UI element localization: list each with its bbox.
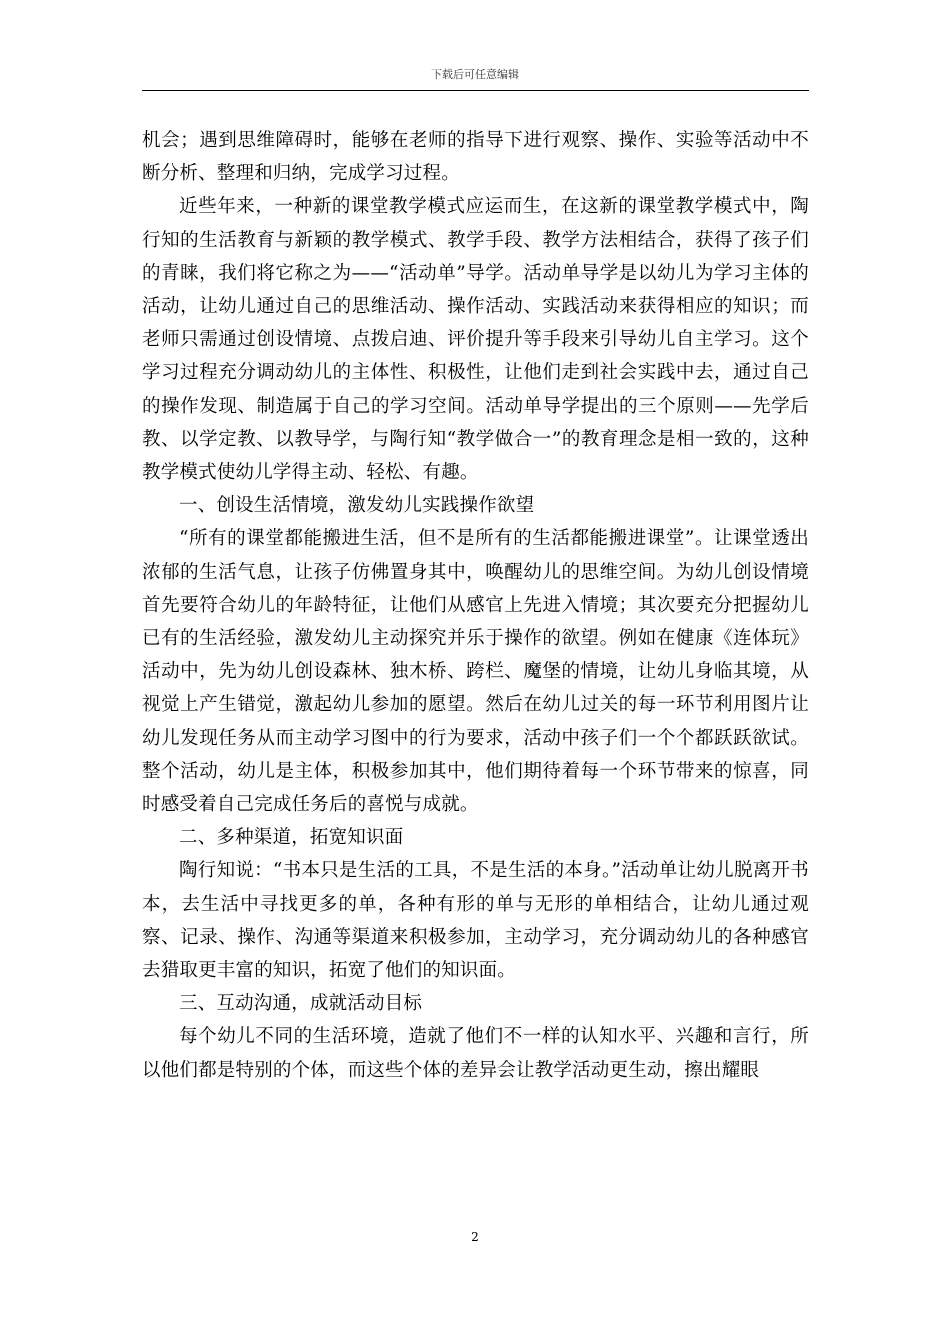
paragraph: 每个幼儿不同的生活环境，造就了他们不一样的认知水平、兴趣和言行，所以他们都是特别的个体，而这些个体的差异会让教学活动更生动，擦出耀眼 <box>142 1026 809 1081</box>
header-divider <box>142 90 809 91</box>
section-heading: 一、创设生活情境，激发幼儿实践操作欲望 <box>179 495 535 517</box>
section-heading: 三、互动沟通，成就活动目标 <box>179 993 423 1015</box>
page-header: 下载后可任意编辑 <box>431 68 519 81</box>
page-number: 2 <box>471 1230 479 1244</box>
document-body <box>142 124 809 1087</box>
paragraph: 近些年来，一种新的课堂教学模式应运而生，在这新的课堂教学模式中，陶行知的生活教育与新颖的教学模式、教学手段、教学方法相结合，获得了孩子们的青睐，我们将它称之为——“活动单”导学。活动单导学是以幼儿为学习主体的活动，让幼儿通过自己的思维活动、操作活动、实践活动来获得相应的知识；而老师只需通过创设情境、点拨启迪、评价提升等手段来引导幼儿自主学习。这个学习过程充分调动幼儿的主体性、积极性，让他们走到社会实践中去，通过自己的操作发现、制造属于自己的学习空间。活动单导学提出的三个原则——先学后教、以学定教、以教导学，与陶行知“教学做合一”的教育理念是相一致的，这种教学模式使幼儿学得主动、轻松、有趣。 <box>142 196 809 484</box>
paragraph: “所有的课堂都能搬进生活，但不是所有的生活都能搬进课堂”。让课堂透出浓郁的生活气息，让孩子仿佛置身其中，唤醒幼儿的思维空间。为幼儿创设情境首先要符合幼儿的年龄特征，让他们从感官上先进入情境；其次要充分把握幼儿已有的生活经验，激发幼儿主动探究并乐于操作的欲望。例如在健康《连体玩》活动中，先为幼儿创设森林、独木桥、跨栏、魔堡的情境，让幼儿身临其境，从视觉上产生错觉，激起幼儿参加的愿望。然后在幼儿过关的每一环节利用图片让幼儿发现任务从而主动学习图中的行为要求，活动中孩子们一个个都跃跃欲试。整个活动，幼儿是主体，积极参加其中，他们期待着每一个环节带来的惊喜，同时感受着自己完成任务后的喜悦与成就。 <box>142 528 809 816</box>
paragraph: 陶行知说：“书本只是生活的工具，不是生活的本身。”活动单让幼儿脱离开书本，去生活中寻找更多的单，各种有形的单与无形的单相结合，让幼儿通过观察、记录、操作、沟通等渠道来积极参加，主动学习，充分调动幼儿的各种感官去猎取更丰富的知识，拓宽了他们的知识面。 <box>142 860 809 982</box>
section-heading: 二、多种渠道，拓宽知识面 <box>179 827 404 849</box>
paragraph: 机会；遇到思维障碍时，能够在老师的指导下进行观察、操作、实验等活动中不断分析、整理和归纳，完成学习过程。 <box>142 130 809 185</box>
